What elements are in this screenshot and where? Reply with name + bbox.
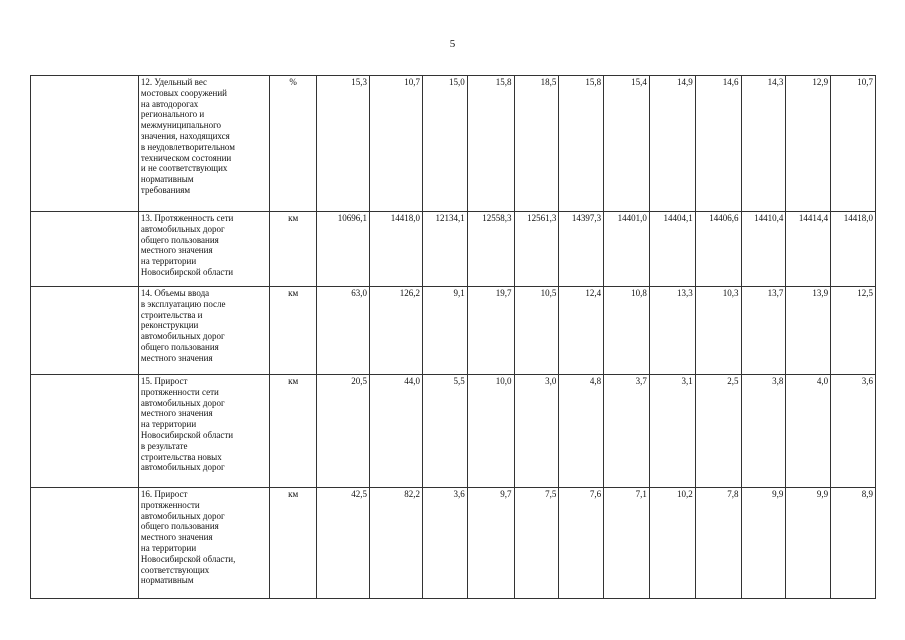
indicator-line: в неудовлетворительном	[140, 141, 235, 152]
indicator-line: строительства и	[140, 309, 203, 320]
indicator-line: и не соответствующих	[140, 163, 228, 174]
unit-cell: км	[270, 287, 317, 375]
value-cell: 14406,6	[695, 212, 741, 287]
value-cell: 14418,0	[831, 212, 876, 287]
indicator-line: общего пользования	[140, 521, 219, 532]
indicator-line: автомобильных дорог	[140, 331, 225, 342]
indicator-line: автомобильных дорог	[140, 462, 225, 473]
indicator-line: общего пользования	[140, 341, 219, 352]
indicator-line: в эксплуатацию после	[140, 298, 226, 309]
indicator-line: в результате	[140, 440, 188, 451]
value-cell: 12558,3	[467, 212, 514, 287]
value-cell: 10,7	[370, 76, 423, 212]
value-cell: 2,5	[695, 375, 741, 488]
value-cell: 15,3	[317, 76, 370, 212]
table-row	[31, 76, 876, 212]
value-cell: 7,6	[559, 488, 604, 599]
value-cell: 4,0	[786, 375, 831, 488]
value-cell: 126,2	[370, 287, 423, 375]
indicator-line: строительства новых	[140, 451, 222, 462]
value-cell: 18,5	[514, 76, 559, 212]
value-cell: 7,1	[604, 488, 650, 599]
value-cell: 19,7	[467, 287, 514, 375]
value-cell: 14404,1	[649, 212, 695, 287]
unit-cell: %	[270, 76, 317, 212]
indicator-cell	[138, 488, 269, 599]
table-row	[31, 287, 876, 375]
value-cell: 15,8	[467, 76, 514, 212]
unit-cell: км	[270, 488, 317, 599]
value-cell: 42,5	[317, 488, 370, 599]
indicator-cell	[138, 76, 269, 212]
value-cell: 3,6	[831, 375, 876, 488]
value-cell: 10,7	[831, 76, 876, 212]
indicator-line: местного значения	[140, 532, 213, 543]
value-cell: 10,3	[695, 287, 741, 375]
value-cell: 3,1	[649, 375, 695, 488]
indicator-line: на автодорогах	[140, 98, 199, 109]
value-cell: 12134,1	[422, 212, 467, 287]
indicator-line: автомобильных дорог	[140, 510, 225, 521]
value-cell: 44,0	[370, 375, 423, 488]
value-cell: 12,4	[559, 287, 604, 375]
table-row	[31, 375, 876, 488]
value-cell: 14418,0	[370, 212, 423, 287]
indicator-line: нормативным	[140, 575, 194, 586]
indicator-line: на территории	[140, 256, 197, 267]
value-cell: 8,9	[831, 488, 876, 599]
indicator-line: Новосибирской области	[140, 429, 234, 440]
value-cell: 13,7	[741, 287, 786, 375]
indicator-line: местного значения	[140, 245, 213, 256]
value-cell: 82,2	[370, 488, 423, 599]
value-cell: 10,2	[649, 488, 695, 599]
indicators-table	[30, 75, 876, 599]
indicator-line: Новосибирской области	[140, 266, 234, 277]
table-row	[31, 212, 876, 287]
indicator-line: 12. Удельный вес	[140, 77, 208, 87]
value-cell: 14397,3	[559, 212, 604, 287]
value-cell: 3,8	[741, 375, 786, 488]
value-cell: 9,9	[741, 488, 786, 599]
value-cell: 13,9	[786, 287, 831, 375]
indicator-line: протяженности сети	[140, 386, 219, 397]
indicator-line: 15. Прирост	[140, 376, 188, 386]
value-cell: 14,9	[649, 76, 695, 212]
indicator-line: 13. Протяженность сети	[140, 213, 234, 223]
empty-cell	[31, 488, 139, 599]
unit-cell: км	[270, 375, 317, 488]
indicator-line: на территории	[140, 542, 197, 553]
value-cell: 9,7	[467, 488, 514, 599]
value-cell: 10,8	[604, 287, 650, 375]
indicator-line: регионального и	[140, 109, 205, 120]
indicator-line: техническом состоянии	[140, 152, 232, 163]
value-cell: 4,8	[559, 375, 604, 488]
value-cell: 14414,4	[786, 212, 831, 287]
indicator-cell	[138, 212, 269, 287]
indicator-line: на территории	[140, 419, 197, 430]
indicator-line: Новосибирской области,	[140, 553, 236, 564]
empty-cell	[31, 212, 139, 287]
indicator-line: нормативным	[140, 174, 194, 185]
indicator-cell	[138, 287, 269, 375]
value-cell: 20,5	[317, 375, 370, 488]
value-cell: 3,7	[604, 375, 650, 488]
value-cell: 7,8	[695, 488, 741, 599]
unit-cell: км	[270, 212, 317, 287]
value-cell: 63,0	[317, 287, 370, 375]
indicator-line: местного значения	[140, 408, 213, 419]
value-cell: 15,8	[559, 76, 604, 212]
table-row	[31, 488, 876, 599]
value-cell: 14410,4	[741, 212, 786, 287]
value-cell: 3,6	[422, 488, 467, 599]
value-cell: 10,0	[467, 375, 514, 488]
value-cell: 14,3	[741, 76, 786, 212]
value-cell: 12,9	[786, 76, 831, 212]
value-cell: 9,9	[786, 488, 831, 599]
empty-cell	[31, 76, 139, 212]
indicator-line: протяженности	[140, 499, 200, 510]
value-cell: 10696,1	[317, 212, 370, 287]
indicator-line: 16. Прирост	[140, 489, 188, 499]
empty-cell	[31, 375, 139, 488]
value-cell: 15,4	[604, 76, 650, 212]
value-cell: 14401,0	[604, 212, 650, 287]
value-cell: 5,5	[422, 375, 467, 488]
indicator-line: межмуниципального	[140, 120, 222, 131]
page-number: 5	[449, 38, 456, 50]
indicator-line: реконструкции	[140, 320, 199, 331]
value-cell: 15,0	[422, 76, 467, 212]
table-body	[31, 76, 876, 599]
value-cell: 9,1	[422, 287, 467, 375]
value-cell: 13,3	[649, 287, 695, 375]
indicator-line: общего пользования	[140, 234, 219, 245]
indicator-line: автомобильных дорог	[140, 397, 225, 408]
value-cell: 12561,3	[514, 212, 559, 287]
indicator-cell	[138, 375, 269, 488]
value-cell: 3,0	[514, 375, 559, 488]
value-cell: 12,5	[831, 287, 876, 375]
indicator-line: соответствующих	[140, 564, 210, 575]
value-cell: 10,5	[514, 287, 559, 375]
value-cell: 7,5	[514, 488, 559, 599]
value-cell: 14,6	[695, 76, 741, 212]
indicator-line: требованиям	[140, 184, 191, 195]
indicator-line: автомобильных дорог	[140, 223, 225, 234]
indicator-line: мостовых сооружений	[140, 87, 227, 98]
indicator-line: 14. Объемы ввода	[140, 288, 210, 298]
indicator-line: местного значения	[140, 352, 213, 363]
empty-cell	[31, 287, 139, 375]
indicator-line: значения, находящихся	[140, 130, 230, 141]
